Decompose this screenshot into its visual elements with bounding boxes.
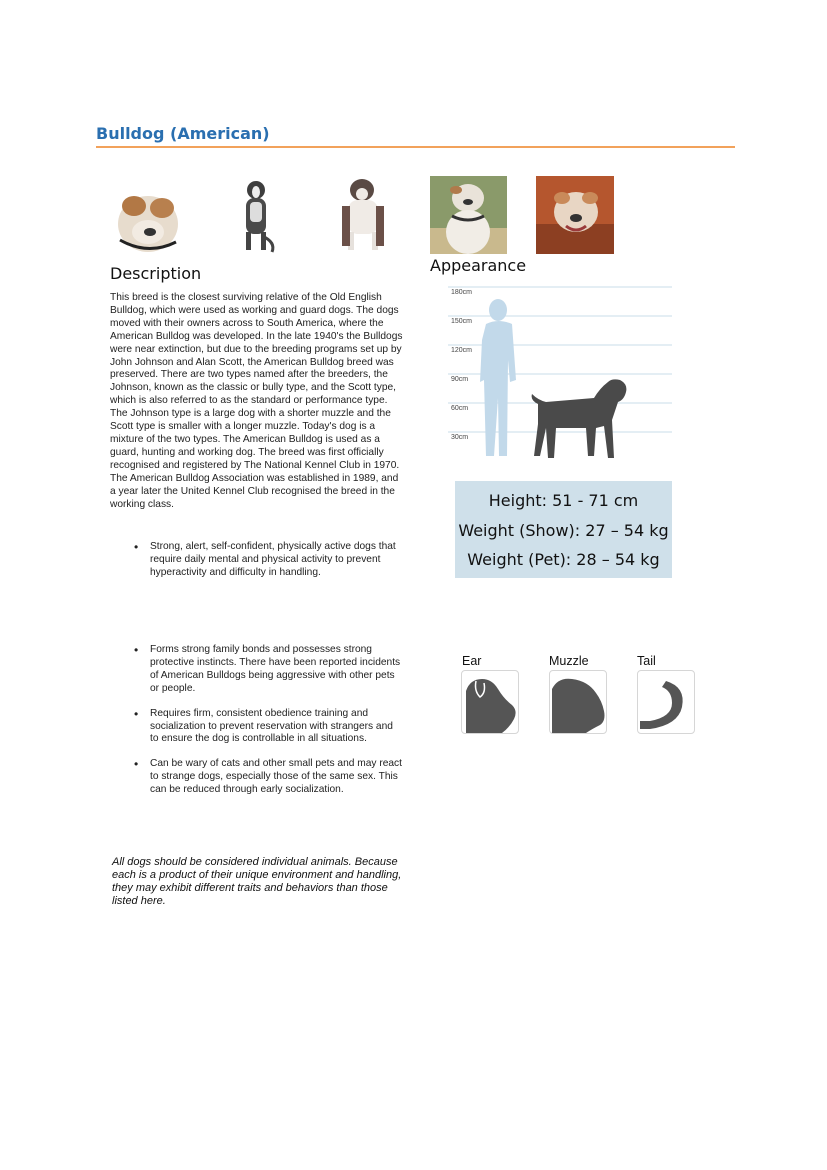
photo-5: [536, 176, 614, 254]
title-divider: [96, 146, 735, 148]
height-stat: Height: 51 - 71 cm: [488, 491, 639, 510]
size-comparison-chart: [428, 280, 678, 470]
list-item: • Can be wary of cats and other small pets and may react to strange dogs, especially those of the same sex. This can be reduced through early socialization.: [134, 758, 404, 797]
tail-icon: [638, 671, 694, 733]
traits-list-1: [134, 541, 404, 592]
photo-4: [430, 176, 507, 254]
photo-1: [110, 176, 182, 254]
traits-list-2: [134, 644, 404, 809]
scale-label-30: 30cm: [451, 434, 469, 441]
scale-label-120: 120cm: [451, 347, 473, 354]
scale-label-90: 90cm: [451, 376, 469, 383]
tail-icon-box: [637, 670, 695, 734]
description-text: This breed is the closest surviving relative of the Old English Bulldog, which were used as working and guard dogs. The dogs moved with their owners across to South America, where the American Bulldog was developed. In the late 1940's the Bulldogs were near extinction, but due to the breeding programs set up by John Johnson and Alan Scott, the American Bulldog breed was preserved. There are two types named after the breeders, the Johnson, known as the classic or bully type, and the Scott type, which is also referred to as the standard or performance type. The Johnson type is a large dog with a shorter muzzle and the Scott type is smaller with a longer muzzle. Today's dog is a mixture of the two types. The American Bulldog is used as a guard, hunting and working dog. The breed was first officially recognised and registered by The National Kennel Club in 1970. The American Bulldog Association was established in 1989, and a year later the United Kennel Club recognised the breed in the working class.: [110, 292, 403, 510]
ear-icon: [462, 671, 518, 733]
tail-label: Tail: [637, 654, 656, 668]
photo-2: [232, 176, 280, 254]
scale-label-150: 150cm: [451, 318, 473, 325]
scale-label-60: 60cm: [451, 405, 469, 412]
list-item: • Strong, alert, self-confident, physically active dogs that require daily mental and physical activity to prevent hyperactivity and difficulty in handling.: [134, 541, 404, 580]
scale-label-180: 180cm: [451, 289, 473, 296]
muzzle-icon-box: [549, 670, 607, 734]
page-title: Bulldog (American): [96, 124, 270, 143]
weight-show-stat: Weight (Show): 27 – 54 kg: [458, 520, 669, 540]
appearance-heading: Appearance: [430, 256, 527, 275]
weight-pet-stat: Weight (Pet): 28 – 54 kg: [467, 550, 660, 569]
size-stats-panel: [455, 481, 672, 578]
photo-3: [338, 176, 390, 254]
ear-label: Ear: [462, 654, 482, 668]
list-item: • Requires firm, consistent obedience training and socialization to prevent reservation with strangers and to ensure the dog is controllable in all situations.: [134, 708, 404, 747]
muzzle-icon: [550, 671, 606, 733]
muzzle-label: Muzzle: [549, 654, 589, 668]
ear-icon-box: [461, 670, 519, 734]
dog-silhouette: [532, 379, 627, 458]
disclaimer-note: All dogs should be considered individual animals. Because each is a product of their unique environment and handling, they may exhibit different traits and behaviors than those listed here.: [112, 856, 402, 907]
list-item: • Forms strong family bonds and possesses strong protective instincts. There have been reported incidents of American Bulldogs being aggressive with other pets or people.: [134, 644, 404, 696]
description-heading: Description: [110, 264, 202, 283]
